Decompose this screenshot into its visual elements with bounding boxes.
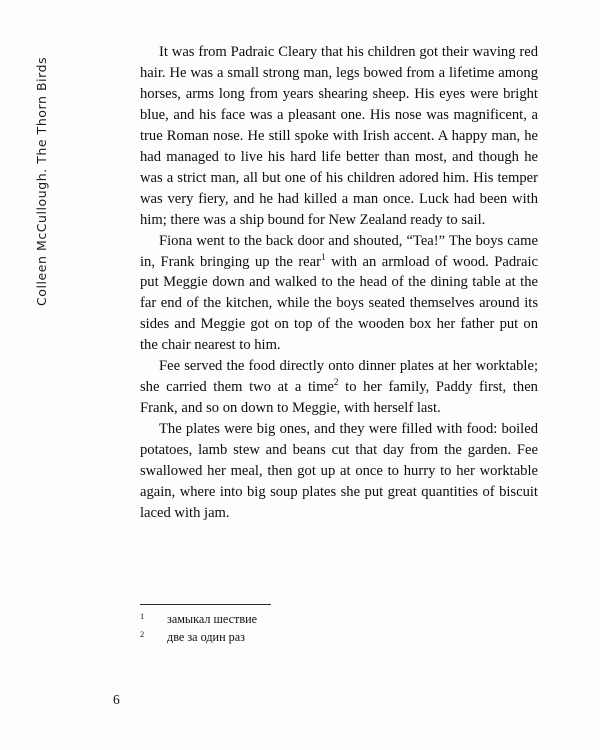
- footnote-separator-rule: [140, 604, 271, 605]
- running-head-text: Colleen McCullough. The Thorn Birds: [34, 56, 49, 306]
- footnote-item: [140, 611, 538, 628]
- body-paragraph: Fiona went to the back door and shouted, “Tea!” The boys came in, Frank bringing up the rear$^1$ with an armload of wood. Padraic put Meggie down and walked to the head of the dining table at the far end of the kitchen, while the boys seated themselves around its sides and Meggie got on top of the wooden box her father put on the chair nearest to him.: [140, 232, 538, 354]
- footnote-reference-marker[interactable]: 1: [321, 251, 326, 262]
- footnote-marker: 2: [140, 629, 145, 639]
- body-text-column: [140, 42, 538, 524]
- body-paragraph: The plates were big ones, and they were filled with food: boiled potatoes, lamb stew and beans cut that day from the garden. Fee swallowed her meal, then got up at once to hurry to her worktable again, where into big soup plates she put great quantities of biscuit laced with jam.: [140, 421, 538, 521]
- footnote-text: две за один раз: [167, 629, 245, 644]
- footnote-list: [140, 611, 538, 645]
- footnote-text: замыкал шествие: [167, 612, 258, 626]
- footnote-item: [140, 629, 538, 646]
- body-paragraph: Fee served the food directly onto dinner plates at her worktable; she carried them two at a time$^2$ to her family, Paddy first, then Frank, and so on down to Meggie, with herself last.: [140, 358, 538, 417]
- footnote-reference-marker[interactable]: 2: [333, 377, 339, 388]
- paragraph-list: [140, 42, 538, 524]
- body-paragraph: It was from Padraic Cleary that his children got their waving red hair. He was a small strong man, legs bowed from a lifetime among horses, arms long from years shearing sheep. His eyes were bright blue, and his face was a pleasant one. His nose was magnificent, a true Roman nose. He still spoke with Irish accent. A happy man, he had managed to live his hard life better than most, and though he was a strict man, all but one of his children adored him. His temper was very fiery, and he had killed a man once. Luck had been with him; there was a ship bound for New Zealand ready to sail.: [140, 44, 538, 228]
- page-number: 6: [113, 692, 120, 707]
- footnote-marker: 1: [140, 612, 145, 621]
- running-head: [0, 0, 49, 306]
- footnote-section: [140, 604, 538, 646]
